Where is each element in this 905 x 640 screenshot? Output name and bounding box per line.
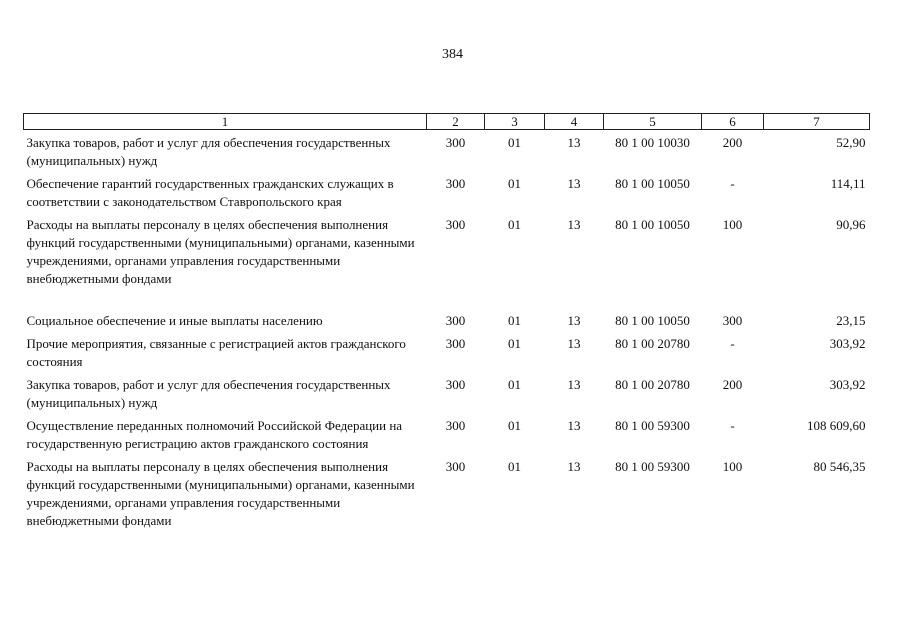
row-amount: 114,11: [830, 176, 866, 191]
row-name: Закупка товаров, работ и услуг для обеспечения государственных (муниципальных) нужд: [26, 135, 391, 168]
row-code-2: 300: [445, 135, 466, 150]
row-code-5: 80 1 00 20780: [615, 377, 690, 392]
row-code-2: 300: [445, 176, 466, 191]
column-header-5: 5: [604, 114, 702, 130]
row-code-2: 300: [445, 418, 466, 433]
row-code-6: -: [730, 176, 735, 191]
row-amount: 80 546,35: [813, 459, 866, 474]
column-header-2: 2: [427, 114, 485, 130]
row-code-4: 13: [567, 377, 581, 392]
table-row: [24, 456, 870, 533]
row-code-3: 01: [508, 313, 521, 328]
row-code-4: 13: [567, 176, 581, 191]
column-header-7: 7: [764, 114, 870, 130]
column-header-4: 4: [545, 114, 604, 130]
row-code-3: 01: [508, 377, 521, 392]
row-code-5: 80 1 00 59300: [615, 418, 690, 433]
row-amount: 90,96: [836, 217, 866, 232]
row-code-6: 100: [722, 459, 743, 474]
row-code-4: 13: [567, 336, 581, 351]
row-code-6: 200: [722, 135, 743, 150]
row-name: Прочие мероприятия, связанные с регистрацией актов гражданского состояния: [26, 336, 406, 369]
row-code-3: 01: [508, 459, 521, 474]
row-code-2: 300: [445, 217, 466, 232]
row-code-4: 13: [567, 135, 581, 150]
table-row: [24, 374, 870, 415]
column-header-6: 6: [702, 114, 764, 130]
column-header-3: 3: [485, 114, 545, 130]
row-code-4: 13: [567, 313, 581, 328]
row-code-4: 13: [567, 459, 581, 474]
row-name: Социальное обеспечение и иные выплаты населению: [26, 313, 323, 328]
row-name: Закупка товаров, работ и услуг для обеспечения государственных (муниципальных) нужд: [26, 377, 391, 410]
row-code-6: -: [730, 336, 735, 351]
row-code-4: 13: [567, 418, 581, 433]
row-amount: 303,92: [829, 336, 866, 351]
row-code-2: 300: [445, 313, 466, 328]
row-name: Расходы на выплаты персоналу в целях обеспечения выполнения функций государственными (муниципальными) органами, казенными учреждениями, органами управления государственными внебюджетными фондами: [26, 459, 415, 528]
row-code-2: 300: [445, 459, 466, 474]
table-row: [24, 214, 870, 291]
row-name: Осуществление переданных полномочий Российской Федерации на государственную регистрацию актов гражданского состояния: [26, 418, 403, 451]
row-code-3: 01: [508, 217, 521, 232]
row-code-5: 80 1 00 59300: [615, 459, 690, 474]
row-code-3: 01: [508, 336, 521, 351]
row-code-6: 200: [722, 377, 743, 392]
row-code-2: 300: [445, 377, 466, 392]
budget-table: [23, 113, 870, 533]
row-amount: 23,15: [836, 313, 866, 328]
row-code-5: 80 1 00 20780: [615, 336, 690, 351]
row-code-3: 01: [508, 176, 521, 191]
table-row: [24, 130, 870, 174]
row-code-4: 13: [567, 217, 581, 232]
row-code-5: 80 1 00 10030: [615, 135, 690, 150]
row-code-3: 01: [508, 135, 521, 150]
row-code-6: 100: [722, 217, 743, 232]
row-amount: 52,90: [836, 135, 866, 150]
row-code-5: 80 1 00 10050: [615, 176, 690, 191]
row-name: Обеспечение гарантий государственных гражданских служащих в соответствии с законодательством Ставропольского края: [26, 176, 394, 209]
row-amount: 108 609,60: [807, 418, 866, 433]
table-row: [24, 415, 870, 456]
table-row: [24, 333, 870, 374]
row-code-5: 80 1 00 10050: [615, 217, 690, 232]
row-code-5: 80 1 00 10050: [615, 313, 690, 328]
row-code-6: -: [730, 418, 735, 433]
page-number: 384: [442, 47, 463, 62]
table-row: [24, 173, 870, 214]
column-header-1: 1: [24, 114, 427, 130]
row-code-6: 300: [722, 313, 743, 328]
row-code-2: 300: [445, 336, 466, 351]
row-name: Расходы на выплаты персоналу в целях обеспечения выполнения функций государственными (муниципальными) органами, казенными учреждениями, органами управления государственными внебюджетными фондами: [26, 217, 415, 286]
row-amount: 303,92: [829, 377, 866, 392]
table-header-row: [24, 114, 870, 130]
table-row: [24, 291, 870, 333]
row-code-3: 01: [508, 418, 521, 433]
